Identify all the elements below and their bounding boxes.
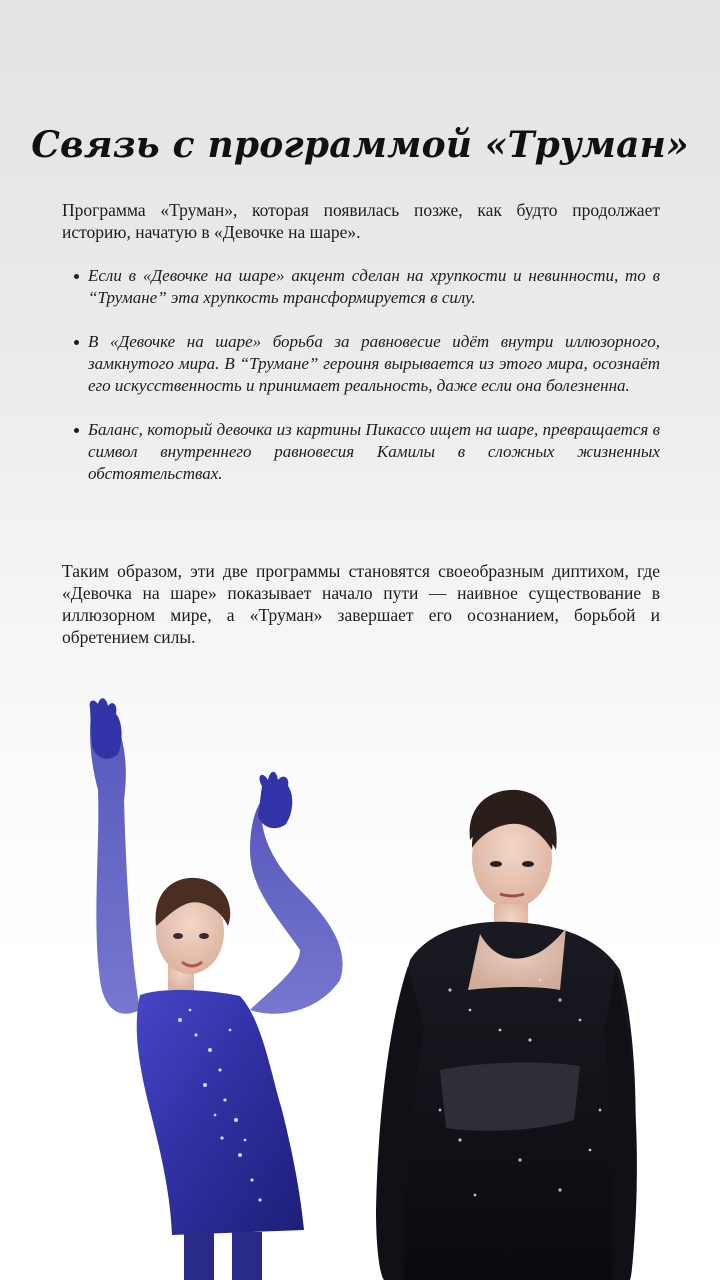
bullet-item: Если в «Девочке на шаре» акцент сделан на хрупкости и невинности, то в “Трумане” эта хрупкость трансформируется в силу. [62, 265, 660, 309]
bullet-list [62, 265, 660, 507]
bullet-item: Баланс, который девочка из картины Пикассо ищет на шаре, превращается в символ внутреннего равновесия Камилы в сложных жизненных обстоятельствах. [62, 419, 660, 485]
skater-blue-figure [90, 698, 343, 1280]
intro-paragraph: Программа «Труман», которая появилась позже, как будто продолжает историю, начатую в «Девочке на шаре». [62, 200, 660, 242]
conclusion-paragraph: Таким образом, эти две программы становятся своеобразным диптихом, где «Девочка на шаре» показывает начало пути — наивное существование в иллюзорном мире, а «Труман» завершает его осознанием, борьбой и обретением силы. [62, 561, 660, 647]
skater-black-figure [376, 790, 637, 1280]
bullet-item: В «Девочке на шаре» борьба за равновесие идёт внутри иллюзорного, замкнутого мира. В “Трумане” героиня вырывается из этого мира, осознаёт его искусственность и принимает реальность, даже если она болезненна. [62, 331, 660, 397]
page-title: Связь с программой «Труман» [31, 124, 689, 167]
skaters-photo [0, 690, 720, 1280]
